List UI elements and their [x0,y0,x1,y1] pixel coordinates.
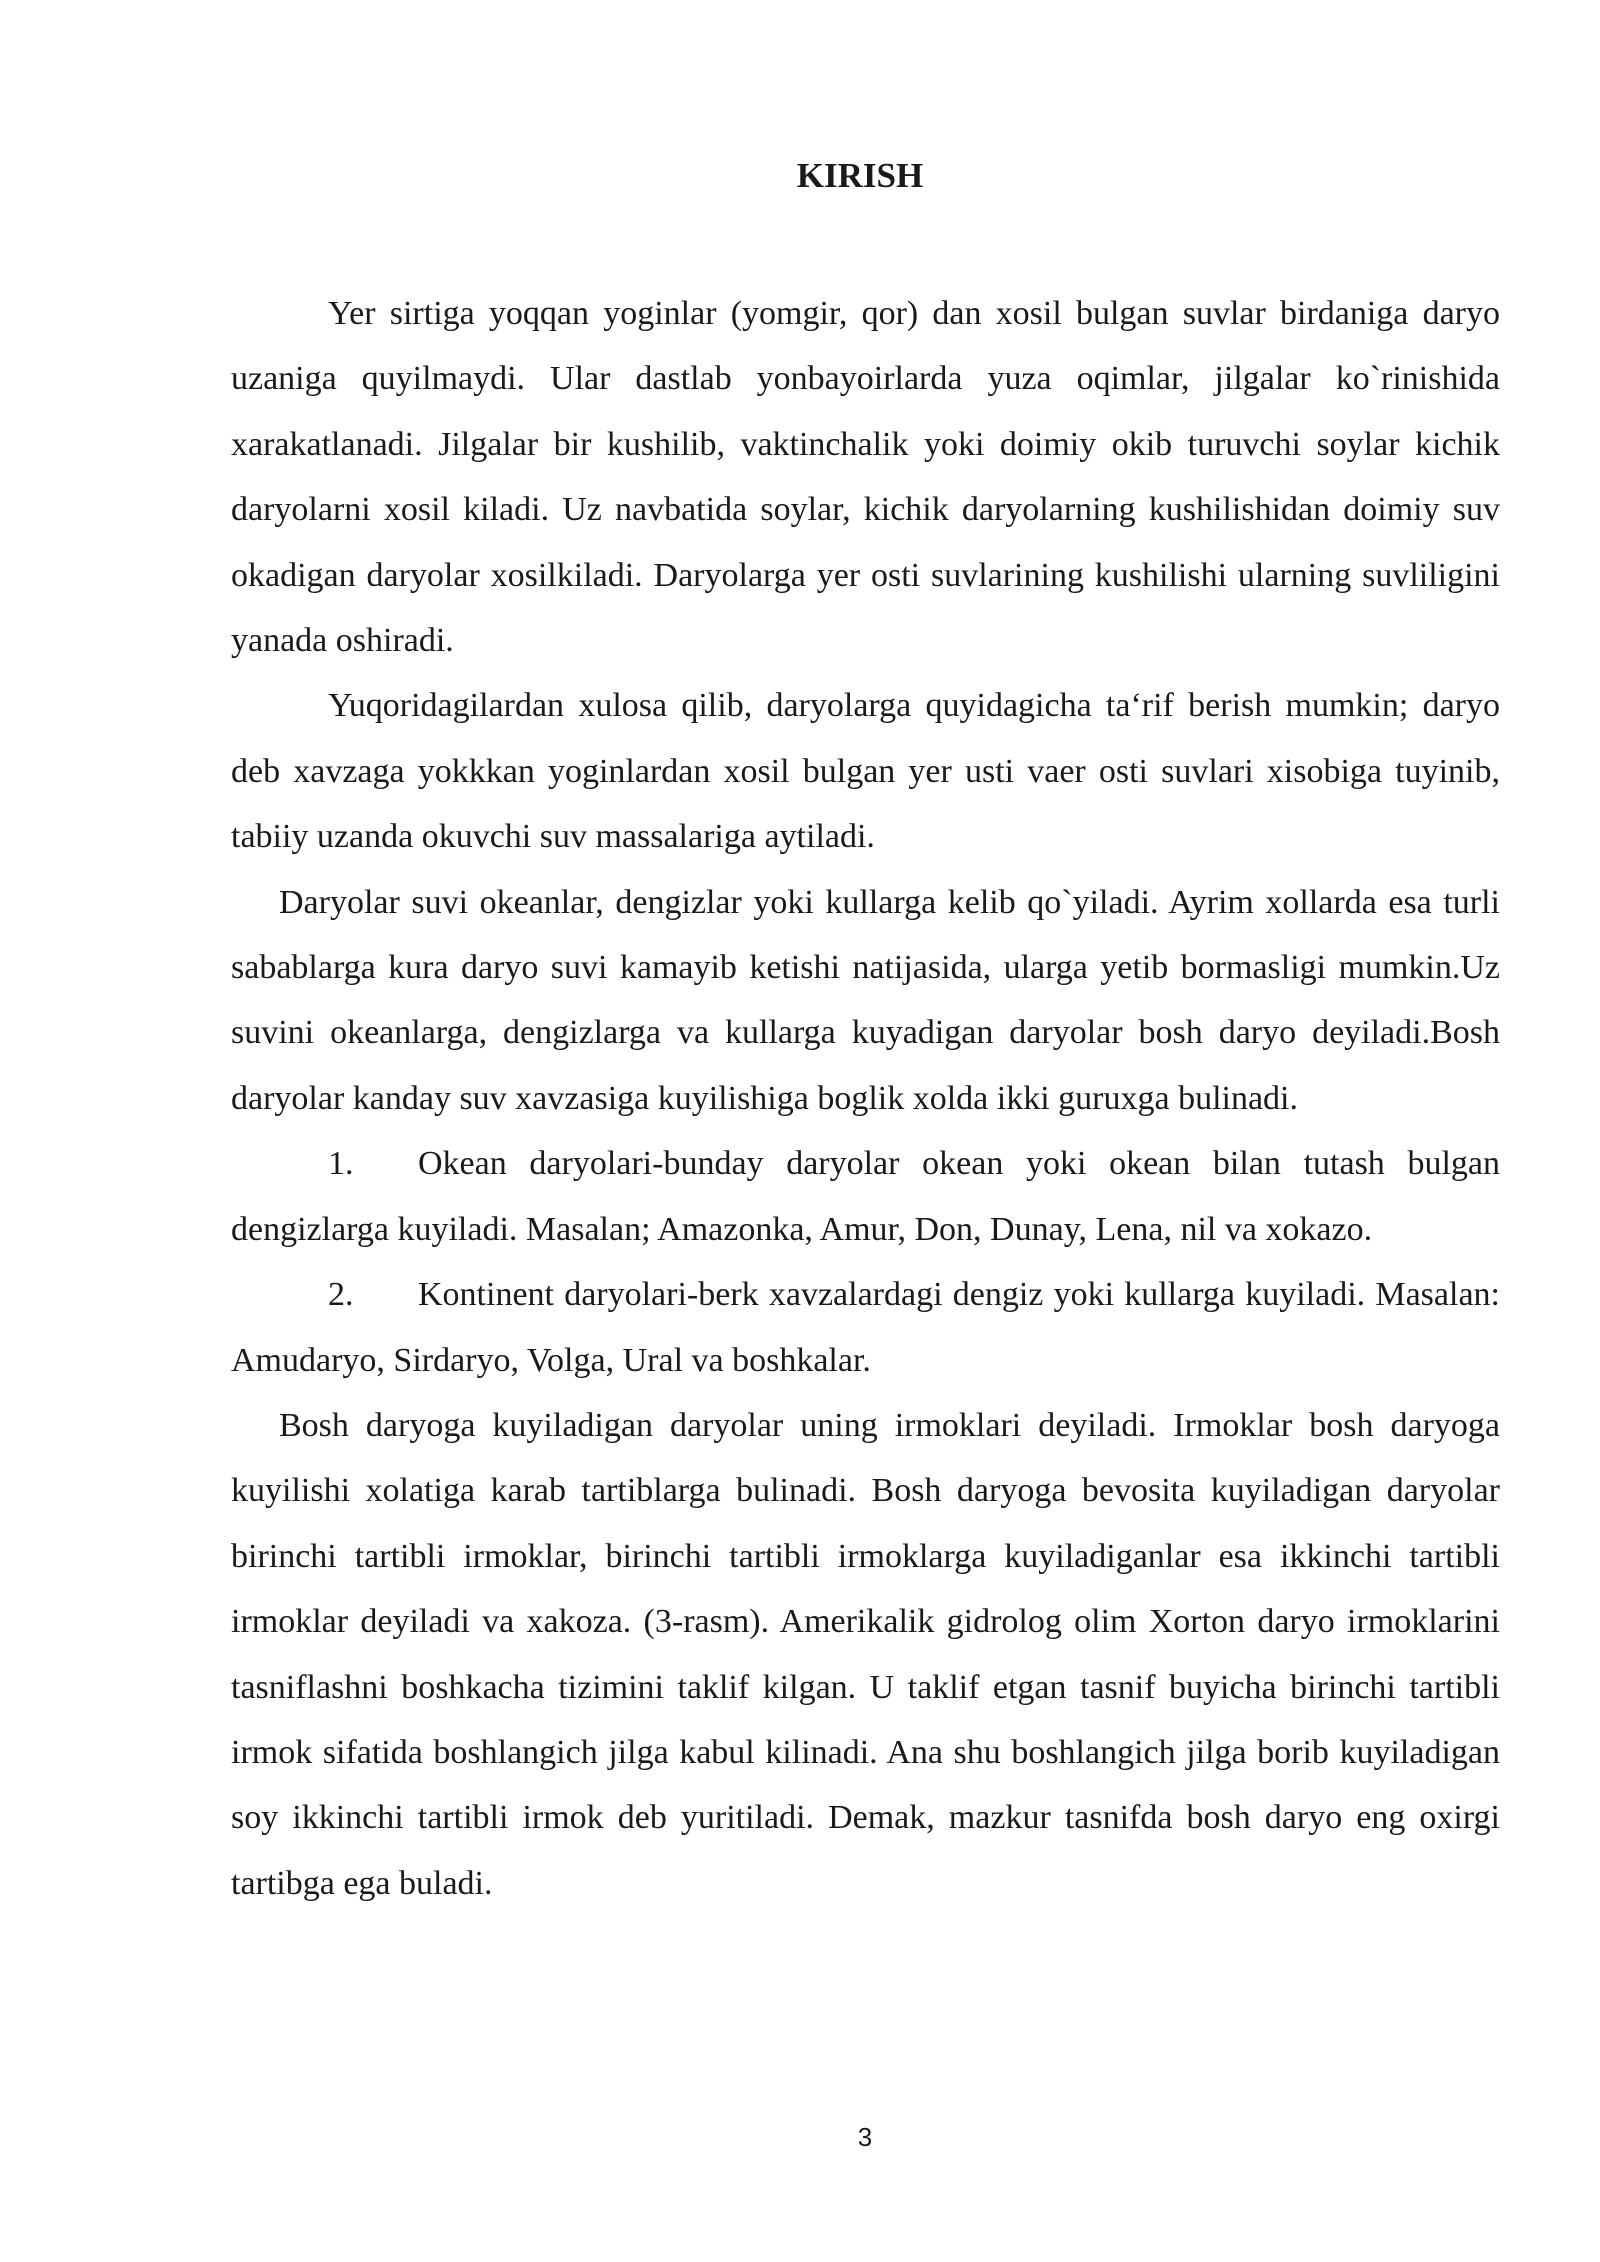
paragraph-closing: Bosh daryoga kuyiladigan daryolar uning irmoklari deyiladi. Irmoklar bosh daryoga kuyilishi xolatiga karab tartiblarga bulinadi. Bosh daryoga bevosita kuyiladigan daryolar birinchi tartibli irmoklar, birinchi tartibli irmoklarga kuyiladiganlar esa ikkinchi tartibli irmoklar deyiladi va xakoza. (3-rasm). Amerikalik gidrolog olim Xorton daryo irmoklarini tasniflashni boshkacha tizimini taklif kilgan. U taklif etgan tasnif buyicha birinchi tartibli irmok sifatida boshlangich jilga kabul kilinadi. Ana shu boshlangich jilga borib kuyiladigan soy ikkinchi tartibli irmok deb yuritiladi. Demak, mazkur tasnifda bosh daryo eng oxirgi tartibga ega buladi. [231,1406,1500,1902]
list-number-1: 1. [328,1145,354,1183]
list-item-1 [231,1131,1500,1262]
paragraph-1: Yer sirtiga yoqqan yoginlar (yomgir, qor) dan xosil bulgan suvlar birdaniga daryo uzaniga quyilmaydi. Ular dastlab yonbayoirlarda yuza oqimlar, jilgalar ko`rinishida xarakatlanadi. Jilgalar bir kushilib, vaktinchalik yoki doimiy okib turuvchi soylar kichik daryolarni xosil kiladi. Uz navbatida soylar, kichik daryolarning kushilishidan doimiy suv okadigan daryolar xosilkiladi. Daryolarga yer osti suvlarining kushilishi ularning suvliligini yanada oshiradi. [231,295,1500,660]
paragraph-2: Yuqoridagilardan xulosa qilib, daryolarga quyidagicha ta‘rif berish mumkin; daryo deb xavzaga yokkkan yoginlardan xosil bulgan yer usti vaer osti suvlari xisobiga tuyinib, tabiiy uzanda okuvchi suv massalariga aytiladi. [231,687,1500,856]
list-item-2 [231,1262,1500,1393]
page-number: 3 [857,2122,873,2152]
page-title: KIRISH [796,156,924,195]
paragraph-3: Daryolar suvi okeanlar, dengizlar yoki kullarga kelib qo`yiladi. Ayrim xollarda esa turli sabablarga kura daryo suvi kamayib ketishi natijasida, ularga yetib bormasligi mumkin.Uz suvini okeanlarga, dengizlarga va kullarga kuyadigan daryolar bosh daryo deyiladi.Bosh daryolar kanday suv xavzasiga kuyilishiga boglik xolda ikki guruxga bulinadi. [231,883,1500,1117]
body-text [231,281,1500,1916]
list-number-2: 2. [328,1276,354,1314]
list-text-1: Okean daryolari-bunday daryolar okean yoki okean bilan tutash bulgan dengizlarga kuyiladi. Masalan; Amazonka, Amur, Don, Dunay, Lena, nil va xokazo. [231,1145,1500,1248]
list-text-2: Kontinent daryolari-berk xavzalardagi dengiz yoki kullarga kuyiladi. Masalan: Amudaryo, Sirdaryo, Volga, Ural va boshkalar. [231,1276,1500,1379]
